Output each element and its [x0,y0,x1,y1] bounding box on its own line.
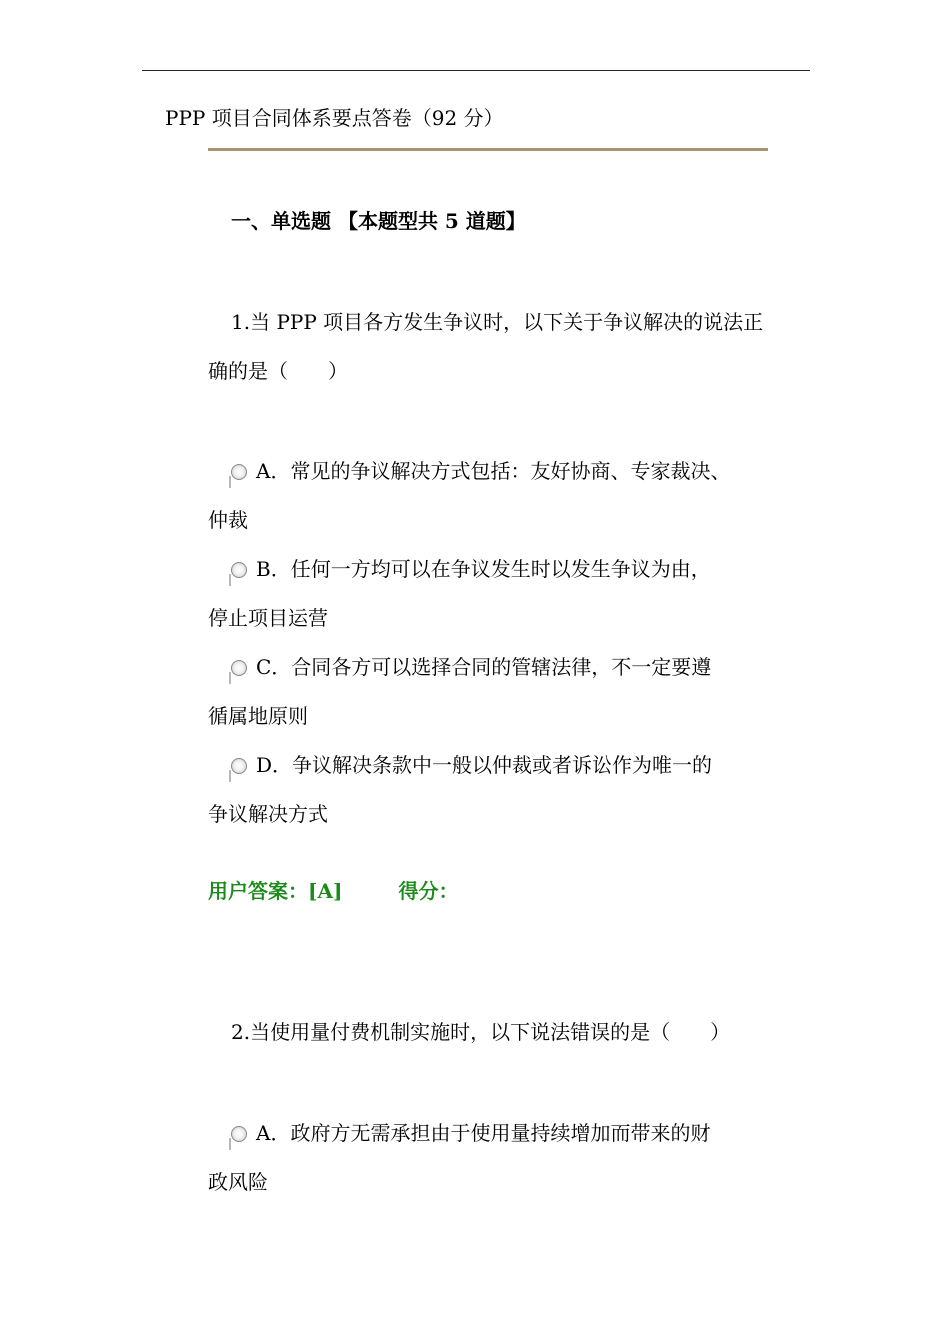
option-c-line2: 循属地原则 [208,704,308,728]
user-answer-label: 用户答案：[A] [208,879,343,903]
option-a-line1: A．常见的争议解决方式包括：友好协商、专家裁决、 [256,459,731,483]
option-c-line1: C．合同各方可以选择合同的管辖法律，不一定要遵 [256,655,712,679]
question-1-text: 1.当 PPP 项目各方发生争议时，以下关于争议解决的说法正确的是（ ） [208,310,764,383]
section-heading: 一、单选题 【本题型共 5 道题】 [231,209,526,233]
question-1-option-c[interactable] [208,643,768,741]
option-a-line1: A．政府方无需承担由于使用量持续增加而带来的财 [256,1121,711,1145]
radio-button-icon[interactable] [231,464,247,480]
option-d-line2: 争议解决方式 [208,802,328,826]
question-1-option-d[interactable] [208,741,768,839]
radio-button-icon[interactable] [231,660,247,676]
question-1-option-b[interactable] [208,545,768,643]
document-title: PPP 项目合同体系要点答卷（92 分） [165,106,504,130]
option-b-line2: 停止项目运营 [208,606,328,630]
option-d-line1: D．争议解决条款中一般以仲裁或者诉讼作为唯一的 [256,753,713,777]
question-2-options [208,1109,768,1207]
question-1-answer-row [208,875,458,907]
question-2-text: 2.当使用量付费机制实施时，以下说法错误的是（ ） [231,1020,731,1044]
page-top-rule [142,70,810,71]
radio-button-icon[interactable] [231,562,247,578]
option-a-line2: 政风险 [208,1170,268,1194]
question-1-options [208,447,768,839]
option-a-line2: 仲裁 [208,508,248,532]
question-2-option-a[interactable] [208,1109,768,1207]
radio-button-icon[interactable] [231,758,247,774]
score-label: 得分： [398,879,459,903]
question-1-option-a[interactable] [208,447,768,545]
title-underline [208,148,768,151]
radio-button-icon[interactable] [231,1126,247,1142]
option-b-line1: B．任何一方均可以在争议发生时以发生争议为由， [256,557,711,581]
